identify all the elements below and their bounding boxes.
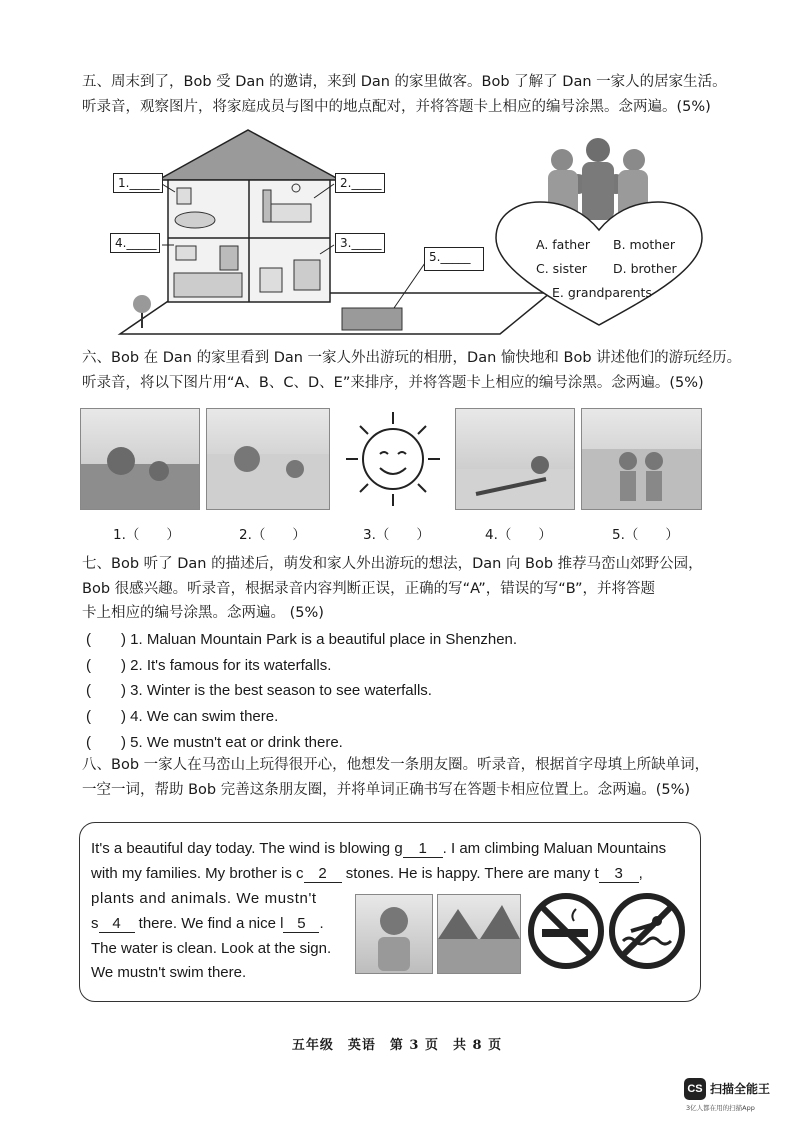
passage-text: ,: [638, 865, 643, 882]
passage-line-5: The water is clean. Look at the sign.: [91, 940, 332, 957]
watermark-tagline: 3亿人都在用的扫描App: [686, 1104, 755, 1112]
passage-line-1: [91, 840, 666, 858]
page-footer: 五年级 英语 第 3 页 共 8 页: [291, 1038, 503, 1053]
answer-blank-3[interactable]: 3: [599, 865, 639, 883]
picture-label-4[interactable]: 4.（ ）: [485, 527, 552, 543]
section8-instruction-2: 一空一词，帮助 Bob 完善这条朋友圈，并将单词正确书写在答题卡相应位置上。念两遍。(5%): [82, 782, 691, 798]
passage-text: there. We find a nice l: [134, 915, 284, 932]
blank-2[interactable]: 2._____: [335, 173, 385, 193]
passage-text: . I am climbing Maluan Mountains: [442, 840, 667, 857]
passage-line-6: We mustn't swim there.: [91, 964, 247, 981]
answer-blank-4[interactable]: 4: [99, 915, 135, 933]
tf-item-1[interactable]: ( ) 1. Maluan Mountain Park is a beautiful place in Shenzhen.: [86, 631, 518, 648]
passage-text: It's a beautiful day today. The wind is blowing g: [91, 840, 403, 857]
passage-line-3: plants and animals. We mustn't: [91, 890, 317, 907]
tf-item-5[interactable]: ( ) 5. We mustn't eat or drink there.: [86, 734, 343, 751]
tf-item-2[interactable]: ( ) 2. It's famous for its waterfalls.: [86, 657, 332, 674]
picture-boy-stones: [355, 894, 433, 974]
option-d: D. brother: [613, 261, 677, 276]
section5-instruction-1: 五、周末到了，Bob 受 Dan 的邀请，来到 Dan 的家里做客。Bob 了解了 Dan 一家人的居家生活。: [82, 74, 727, 90]
passage-text: .: [319, 915, 324, 932]
option-c: C. sister: [536, 261, 587, 276]
picture-label-5[interactable]: 5.（ ）: [612, 527, 679, 543]
blank-3[interactable]: 3._____: [335, 233, 385, 253]
picture-sunbathing: [455, 408, 575, 510]
watermark-name: 扫描全能王: [710, 1082, 771, 1096]
section8-instruction-1: 八、Bob 一家人在马峦山上玩得很开心，他想发一条朋友圈。听录音，根据首字母填上所缺单词，: [82, 757, 710, 773]
blank-5[interactable]: 5._____: [424, 247, 484, 271]
picture-label-3[interactable]: 3.（ ）: [363, 527, 430, 543]
picture-sun: [340, 406, 446, 512]
passage-text: stones. He is happy. There are many t: [341, 865, 599, 882]
picture-lake: [437, 894, 521, 974]
camscanner-logo: CS: [684, 1078, 706, 1100]
answer-blank-5[interactable]: 5: [283, 915, 319, 933]
passage-text: with my families. My brother is c: [91, 865, 304, 882]
passage-line-4: [91, 915, 324, 933]
section7-instruction-2: Bob 很感兴趣。听录音，根据录音内容判断正误，正确的写“A”，错误的写“B”，并将答题: [82, 581, 655, 597]
option-e: E. grandparents: [552, 285, 652, 300]
tf-item-4[interactable]: ( ) 4. We can swim there.: [86, 708, 279, 725]
section5-instruction-2: 听录音，观察图片，将家庭成员与图中的地点配对，并将答题卡上相应的编号涂黑。念两遍。(5%): [82, 99, 711, 115]
tf-item-3[interactable]: ( ) 3. Winter is the best season to see waterfalls.: [86, 682, 432, 699]
option-b: B. mother: [613, 237, 675, 252]
answer-blank-2[interactable]: 2: [304, 865, 342, 883]
passage-text: s: [91, 915, 99, 932]
section6-instruction-1: 六、Bob 在 Dan 的家里看到 Dan 一家人外出游玩的相册，Dan 愉快地和 Bob 讲述他们的游玩经历。: [82, 350, 742, 366]
blank-4[interactable]: 4._____: [110, 233, 160, 253]
picture-label-1[interactable]: 1.（ ）: [113, 527, 180, 543]
picture-beach: [206, 408, 330, 510]
answer-blank-1[interactable]: 1: [403, 840, 443, 858]
picture-label-2[interactable]: 2.（ ）: [239, 527, 306, 543]
section7-instruction-3: 卡上相应的编号涂黑。念两遍。 (5%): [82, 605, 324, 621]
blank-1[interactable]: 1._____: [113, 173, 163, 193]
section7-instruction-1: 七、Bob 听了 Dan 的描述后，萌发和家人外出游玩的想法，Dan 向 Bob 推荐马峦山郊野公园，: [82, 556, 703, 572]
passage-line-2: [91, 865, 643, 883]
no-smoking-sign: [526, 891, 606, 971]
picture-grandparents: [581, 408, 702, 510]
option-a: A. father: [536, 237, 590, 252]
picture-swimming: [80, 408, 200, 510]
no-swimming-sign: [607, 891, 687, 971]
section6-instruction-2: 听录音，将以下图片用“A、B、C、D、E”来排序，并将答题卡上相应的编号涂黑。念两遍。(5%): [82, 375, 704, 391]
